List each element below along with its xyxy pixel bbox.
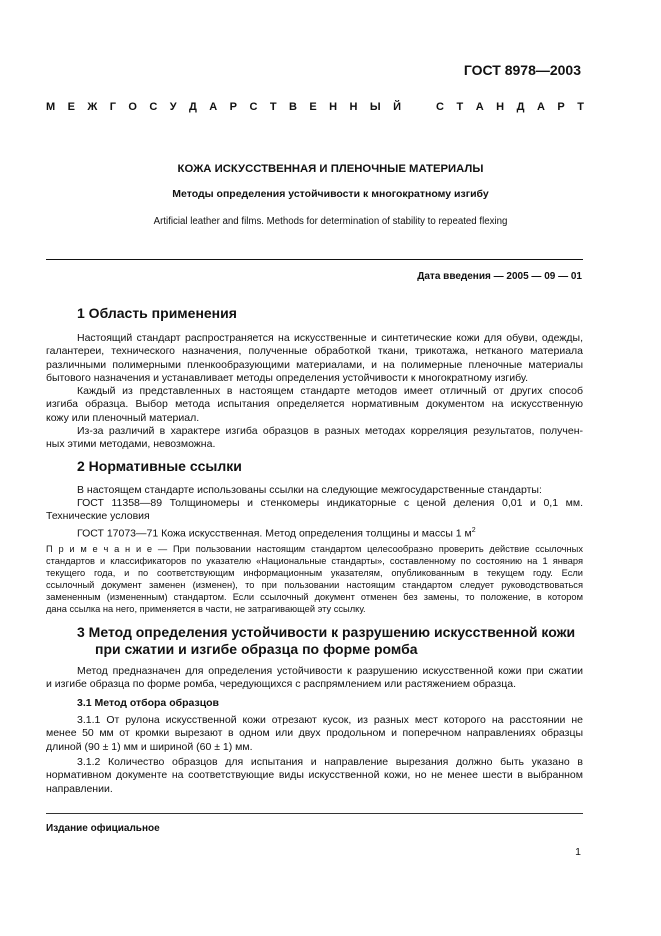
text-line: 3.1.2 Количество образцов для испытания и направление вырезания должно быть указано в [77, 756, 583, 768]
banner-letter: Р [229, 101, 238, 113]
banner-letter: Ж [87, 101, 98, 113]
reference-gost-11358 [46, 497, 583, 524]
banner-letter: А [536, 101, 545, 113]
banner-word-2 [436, 101, 584, 113]
document-code: ГОСТ 8978—2003 [463, 62, 581, 78]
interstate-standard-banner [46, 101, 584, 113]
banner-letter: А [475, 101, 484, 113]
section-1-heading: 1 Область применения [77, 305, 237, 321]
banner-letter: Е [67, 101, 75, 113]
text-line: Метод предназначен для определения устойчивости к разрушению искусственной кожи при сжатии [77, 665, 583, 677]
line [46, 332, 583, 345]
banner-letter: Н [329, 101, 338, 113]
heading-line: при сжатии и изгибе образца по форме ромба [95, 641, 418, 657]
banner-letter: Н [496, 101, 505, 113]
text-line: В настоящем стандарте использованы ссылки на следующие межгосударственные стандарты: [77, 484, 542, 496]
heading-line: 3 Метод определения устойчивости к разрушению искусственной кожи [77, 624, 576, 640]
line [46, 425, 583, 438]
title-divider [46, 259, 583, 260]
banner-letter: Ы [369, 101, 381, 113]
banner-letter: Г [109, 101, 116, 113]
banner-letter: О [128, 101, 137, 113]
english-title: Artificial leather and films. Methods for determination of stability to repeated flexing [153, 216, 508, 227]
text-line: бытового назначения и устанавливает методы определения устойчивости к многократному изгибу. [46, 371, 529, 384]
line [46, 756, 583, 769]
text-line: текущего года, и по соответствующим информационным указателям, опубликованным в текущем году. Если [46, 568, 583, 579]
section-2-intro [46, 484, 583, 497]
text-line: дана ссылка на него, применяется в части, не затрагивающей эту ссылку. [46, 604, 366, 615]
banner-letter: Е [309, 101, 317, 113]
superscript: 2 [471, 527, 476, 534]
official-edition-label: Издание официальное [46, 823, 160, 834]
banner-letter: А [209, 101, 218, 113]
text-line: изгиба образца. Выбор метода испытания определяется нормативным документом на искусственную [46, 398, 583, 411]
banner-letter: Д [516, 101, 525, 113]
text-line: Каждый из представленных в настоящем стандарте методов имеет отличный от других способ [77, 385, 583, 397]
line [46, 484, 583, 497]
section-1-paragraph-1 [46, 332, 583, 385]
section-1-paragraph-3 [46, 425, 583, 452]
text-line: галантереи, технического назначения, полученные обработкой ткани, трикотажа, нетканого материала [46, 345, 583, 358]
banner-letter: М [46, 101, 56, 113]
section-2-heading: 2 Нормативные ссылки [77, 458, 242, 474]
text-line: ссылочный документ заменен (изменен), то при пользовании настоящим стандартом следует руководствоваться [46, 580, 583, 591]
banner-letter: Н [349, 101, 358, 113]
text-line: стандартов и классификаторов по указателю «Национальные стандарты», составленному по состоянию на 1 января [46, 556, 583, 567]
section-1-paragraph-2 [46, 385, 583, 425]
reference-gost-17073 [46, 524, 583, 541]
text-line: ГОСТ 11358—89 Толщиномеры и стенкомеры индикаторные с ценой деления 0,01 и 0,1 мм. [77, 497, 583, 509]
document-title: КОЖА ИСКУССТВЕННАЯ И ПЛЕНОЧНЫЕ МАТЕРИАЛЫ [177, 163, 484, 175]
text-line: 3.1.1 От рулона искусственной кожи отрезают кусок, из разных мест которого на расстоянии не [77, 714, 583, 726]
text-line: ных этими методами, невозможна. [46, 438, 216, 451]
banner-letter: С [249, 101, 258, 113]
page-number: 1 [575, 846, 581, 858]
banner-letter: Т [577, 101, 584, 113]
banner-letter: Т [269, 101, 277, 113]
line [46, 714, 583, 727]
text-line: Настоящий стандарт распространяется на искусственные и синтетические кожи для обуви, одежды, [77, 332, 583, 344]
footer-divider [46, 813, 583, 814]
text-line: Из-за различий в характере изгиба образцов в разных методах корреляция результатов, получен- [77, 425, 583, 437]
text-line: Технические условия [46, 510, 150, 523]
text-line: менее 50 мм от кромки вырезают в одном или двух продольном и поперечном направлениях образцы [46, 727, 583, 740]
introduction-date: Дата введения — 2005 — 09 — 01 [417, 271, 582, 282]
document-subtitle: Методы определения устойчивости к многократному изгибу [172, 188, 489, 200]
text-line: и изгибе образца по форме ромба, чередующихся с распрямлением или растяжением образца. [46, 678, 516, 691]
text-line: нормативном документе на соответствующие виды искусственной кожи, но не менее шести в выбранном [46, 769, 583, 782]
line [46, 665, 583, 678]
text-line: направлении. [46, 782, 113, 795]
text-line: различными полимерными пленкообразующими материалами, и на полимерные пленочные материалы [46, 358, 583, 371]
banner-letter: В [288, 101, 297, 113]
text-line: длиной (90 ± 1) мм и шириной (60 ± 1) мм. [46, 740, 253, 753]
banner-letter: С [436, 101, 444, 113]
text-line: П р и м е ч а н и е — При пользовании настоящим стандартом целесообразно проверить действие ссылочных [46, 544, 583, 554]
text-line: кожу или пленочный материал. [46, 411, 200, 424]
clause-3-1-2 [46, 756, 583, 796]
subsection-3-1-heading: 3.1 Метод отбора образцов [77, 697, 220, 709]
section-3-paragraph [46, 665, 583, 692]
section-2-note [46, 543, 583, 616]
banner-letter: С [149, 101, 158, 113]
section-3-heading [77, 624, 587, 658]
banner-letter: Р [557, 101, 565, 113]
line [46, 524, 583, 541]
banner-letter: Й [393, 101, 401, 113]
line [46, 543, 583, 555]
banner-letter: У [169, 101, 177, 113]
text-line: замененным (измененным) стандартом. Если ссылочный документ отменен без замены, то положение, в котором [46, 592, 583, 603]
banner-letter: Т [456, 101, 464, 113]
banner-letter: Д [189, 101, 197, 113]
line [46, 385, 583, 398]
line [46, 497, 583, 510]
text-line: ГОСТ 17073—71 Кожа искусственная. Метод определения толщины и массы 1 м [77, 527, 472, 540]
banner-word-1 [46, 101, 401, 113]
clause-3-1-1 [46, 714, 583, 754]
